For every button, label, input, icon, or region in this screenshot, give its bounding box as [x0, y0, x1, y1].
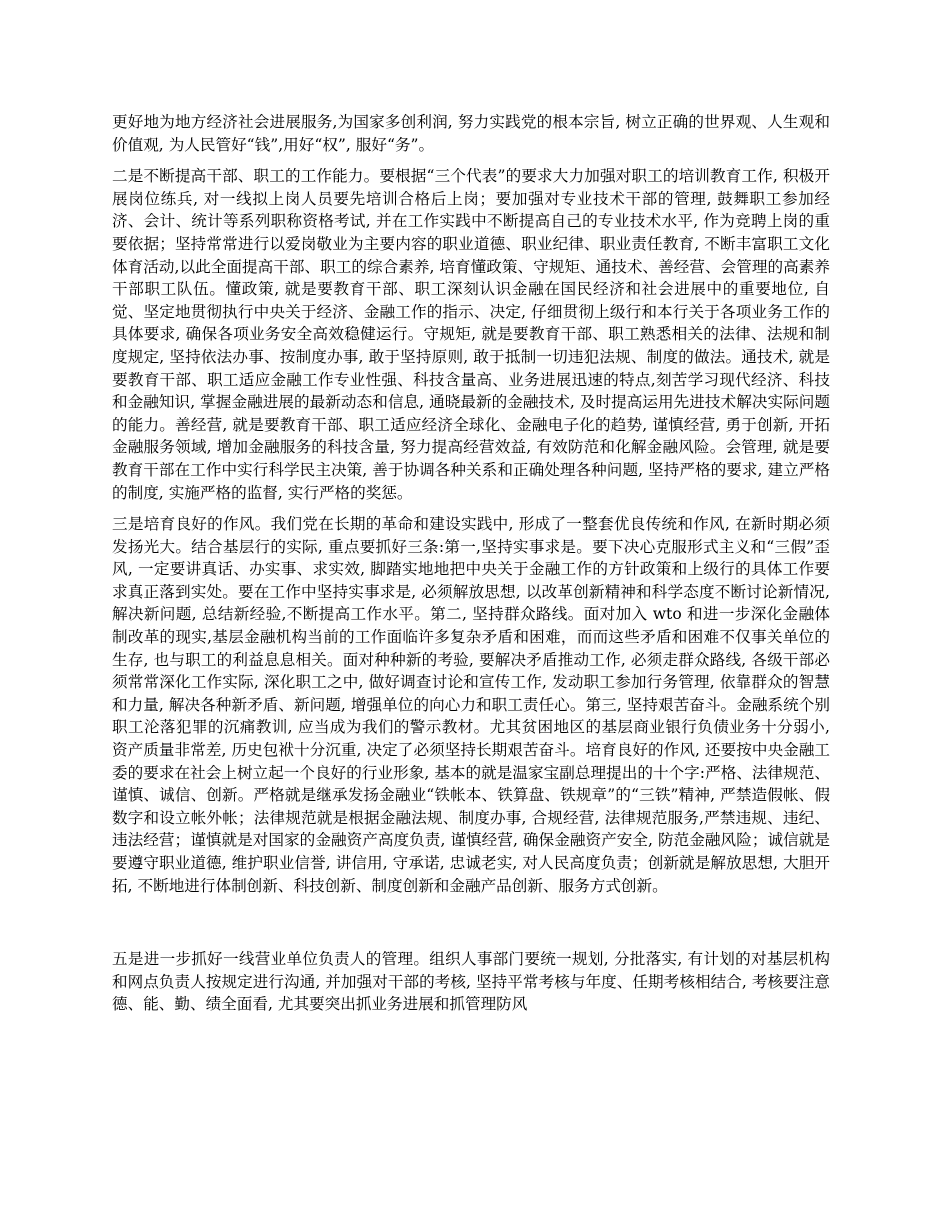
paragraph-2: 二是不断提高干部、职工的工作能力。要根据“三个代表”的要求大力加强对职工的培训教育工作, 积极开展岗位练兵, 对一线拟上岗人员要先培训合格后上岗；要加强对专业技术干部的管理, 鼓舞职工参加经济、会计、统计等系列职称资格考试, 并在工作实践中不断提高自己的专业技术水平, 作为竞聘上岗的重要依据；坚持常常进行以爱岗敬业为主要内容的职业道德、职业纪律、职业责任教育, 不断丰富职工文化体育活动,以此全面提高干部、职工的综合素养, 培育懂政策、守规矩、通技术、善经营、会管理的高素养干部职工队伍。懂政策, 就是要教育干部、职工深刻认识金融在国民经济和社会进展中的重要地位, 自觉、坚定地贯彻执行中央关于经济、金融工作的指示、决定, 仔细贯彻上级行和本行关于各项业务工作的具体要求, 确保各项业务安全高效稳健运行。守规矩, 就是要教育干部、职工熟悉相关的法律、法规和制度规定, 坚持依法办事、按制度办事, 敢于坚持原则, 敢于抵制一切违犯法规、制度的做法。通技术, 就是要教育干部、职工适应金融工作专业性强、科技含量高、业务进展迅速的特点,刻苦学习现代经济、科技和金融知识, 掌握金融进展的最新动态和信息, 通晓最新的金融技术, 及时提高运用先进技术解决实际问题的能力。善经营, 就是要教育干部、职工适应经济全球化、金融电子化的趋势, 谨慎经营, 勇于创新, 开拓金融服务领域, 增加金融服务的科技含量, 努力提高经营效益, 有效防范和化解金融风险。会管理, 就是要教育干部在工作中实行科学民主决策, 善于协调各种关系和正确处理各种问题, 坚持严格的要求, 建立严格的制度, 实施严格的监督, 实行严格的奖惩。 — [112, 167, 830, 502]
paragraph-1: 更好地为地方经济社会进展服务,为国家多创利润, 努力实践党的根本宗旨, 树立正确的世界观、人生观和价值观, 为人民管好“钱”,用好“权”, 服好“务”。 — [112, 113, 830, 154]
paragraph-4: 五是进一步抓好一线营业单位负责人的管理。组织人事部门要统一规划, 分批落实, 有计划的对基层机构和网点负责人按规定进行沟通, 并加强对干部的考核, 坚持平常考核与年度、任期考核相结合, 考核要注意德、能、勤、绩全面看, 尤其要突出抓业务进展和抓管理防风 — [112, 950, 830, 1014]
paragraph-3: 三是培育良好的作风。我们党在长期的革命和建设实践中, 形成了一整套优良传统和作风, 在新时期必须发扬光大。结合基层行的实际, 重点要抓好三条:第一,坚持实事求是。要下决心克服形式主义和“三假”歪风, 一定要讲真话、办实事、求实效, 脚踏实地地把中央关于金融工作的方针政策和上级行的具体工作要求真正落到实处。要在工作中坚持实事求是, 必须解放思想, 以改革创新精神和科学态度不断讨论新情况, 解决新问题, 总结新经验,不断提高工作水平。第二, 坚持群众路线。面对加入 wto 和进一步深化金融体制改革的现实,基层金融机构当前的工作面临许多复杂矛盾和困难，而而这些矛盾和困难不仅事关单位的生存, 也与职工的利益息息相关。面对种种新的考验, 要解决矛盾推动工作, 必须走群众路线, 各级干部必须常常深化工作实际, 深化职工之中, 做好调查讨论和宣传工作, 发动职工参加行务管理, 依靠群众的智慧和力量, 解决各种新矛盾、新问题, 增强单位的向心力和职工责任心。第三, 坚持艰苦奋斗。金融系统个别职工沦落犯罪的沉痛教训, 应当成为我们的警示教材。尤其贫困地区的基层商业银行负债业务十分弱小, 资产质量非常差, 历史包袱十分沉重, 决定了必须坚持长期艰苦奋斗。培育良好的作风, 还要按中央金融工委的要求在社会上树立起一个良好的行业形象, 基本的就是温家宝副总理提出的十个字:严格、法律规范、谨慎、诚信、创新。严格就是继承发扬金融业“铁帐本、铁算盘、铁规章”的“三铁”精神, 严禁造假帐、假数字和设立帐外帐；法律规范就是根据金融法规、制度办事, 合规经营, 法律规范服务,严禁违规、违纪、违法经营；谨慎就是对国家的金融资产高度负责, 谨慎经营, 确保金融资产安全, 防范金融风险；诚信就是要遵守职业道德, 维护职业信誉, 讲信用, 守承诺, 忠诚老实, 对人民高度负责；创新就是解放思想, 大胆开拓, 不断地进行体制创新、科技创新、制度创新和金融产品创新、服务方式创新。 — [112, 515, 830, 895]
document-page — [112, 111, 830, 1025]
